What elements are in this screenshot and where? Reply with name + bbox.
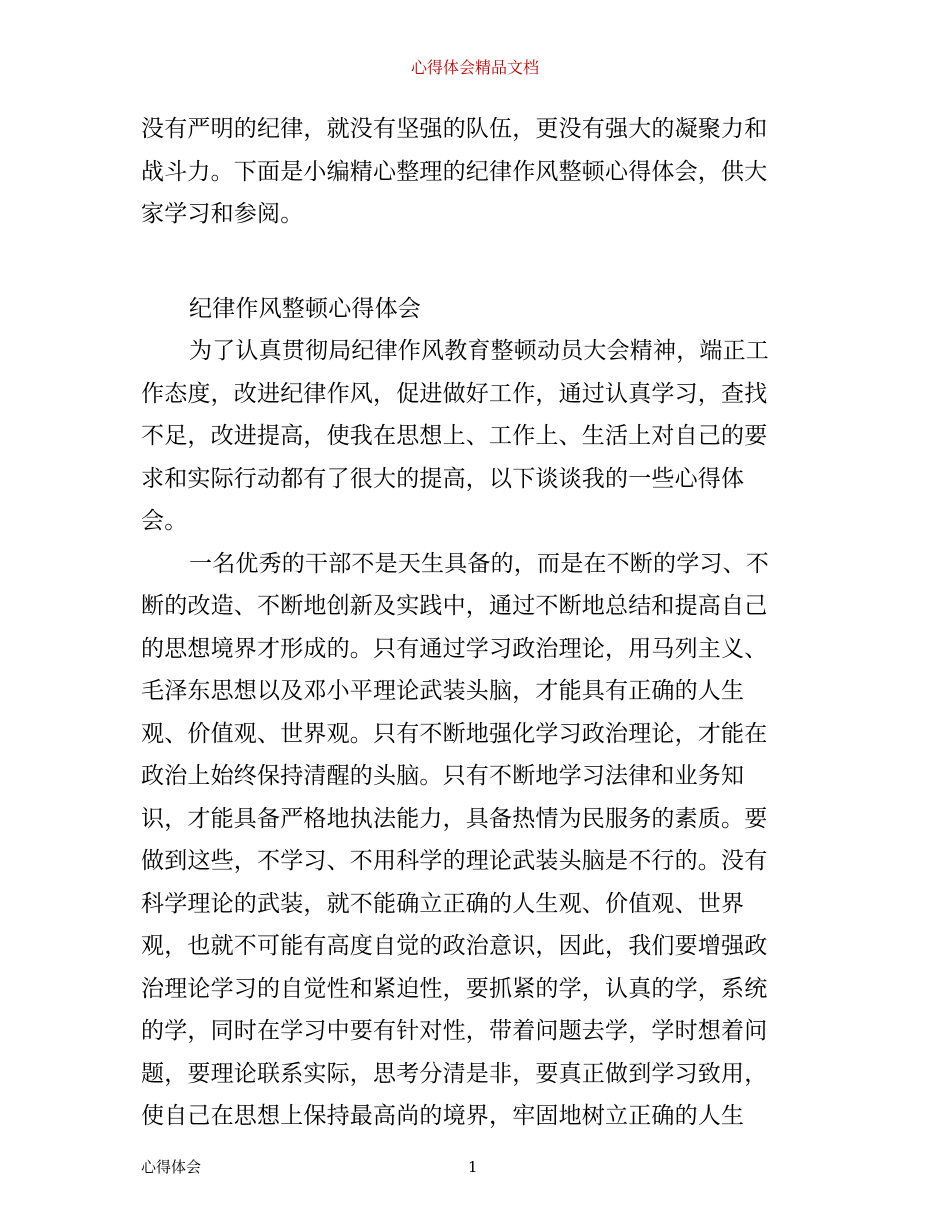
paragraph-line: 做到这些，不学习、不用科学的理论武装头脑是不行的。没有: [141, 848, 768, 874]
paragraph-gap: [141, 236, 813, 288]
paragraph-line: 求和实际行动都有了很大的提高，以下谈谈我的一些心得体: [141, 465, 745, 492]
paragraph-line: 治理论学习的自觉性和紧迫性，要抓紧的学，认真的学，系统: [141, 975, 768, 1002]
intro-line: 家学习和参阅。: [141, 201, 304, 227]
article-title: 纪律作风整顿心得体会: [189, 295, 421, 322]
document-body: [141, 108, 813, 1138]
page-header-title: 心得体会精品文档: [410, 58, 539, 77]
paragraph-line: 识，才能具备严格地执法能力，具备热情为民服务的素质。要: [141, 805, 768, 832]
paragraph-line: 毛泽东思想以及邓小平理论武装头脑，才能具有正确的人生: [141, 678, 745, 704]
paragraph-line: 不足，改进提高，使我在思想上、工作上、生活上对自己的要: [141, 423, 768, 449]
paragraph-line: 政治上始终保持清醒的头脑。只有不断地学习法律和业务知: [141, 763, 745, 789]
intro-line: 没有严明的纪律，就没有坚强的队伍，更没有强大的凝聚力和: [141, 116, 768, 142]
paragraph-line: 作态度，改进纪律作风，促进做好工作，通过认真学习，查找: [141, 380, 768, 407]
paragraph-2: [141, 543, 813, 1138]
paragraph-line: 一名优秀的干部不是天生具备的，而是在不断的学习、不: [189, 550, 769, 577]
paragraph-line: 观，也就不可能有高度自觉的政治意识，因此，我们要增强政: [141, 933, 768, 959]
page-number: 1: [468, 1158, 478, 1176]
paragraph-line: 的学，同时在学习中要有针对性，带着问题去学，学时想着问: [141, 1018, 768, 1044]
paragraph-line: 断的改造、不断地创新及实践中，通过不断地总结和提高自己: [141, 593, 768, 619]
paragraph-line: 观、价值观、世界观。只有不断地强化学习政治理论，才能在: [141, 720, 768, 747]
paragraph-1: [141, 330, 813, 543]
intro-line: 战斗力。下面是小编精心整理的纪律作风整顿心得体会，供大: [141, 158, 768, 185]
intro-paragraph: [141, 108, 813, 236]
paragraph-line: 题，要理论联系实际，思考分清是非，要真正做到学习致用，: [141, 1060, 768, 1087]
paragraph-line: 会。: [141, 508, 188, 534]
footer-label: 心得体会: [141, 1158, 202, 1176]
paragraph-line: 科学理论的武装，就不能确立正确的人生观、价值观、世界: [141, 890, 745, 917]
paragraph-line: 为了认真贯彻局纪律作风教育整顿动员大会精神，端正工: [189, 338, 769, 364]
paragraph-line: 使自己在思想上保持最高尚的境界，牢固地树立正确的人生: [141, 1103, 745, 1129]
paragraph-line: 的思想境界才形成的。只有通过学习政治理论，用马列主义、: [141, 635, 768, 662]
